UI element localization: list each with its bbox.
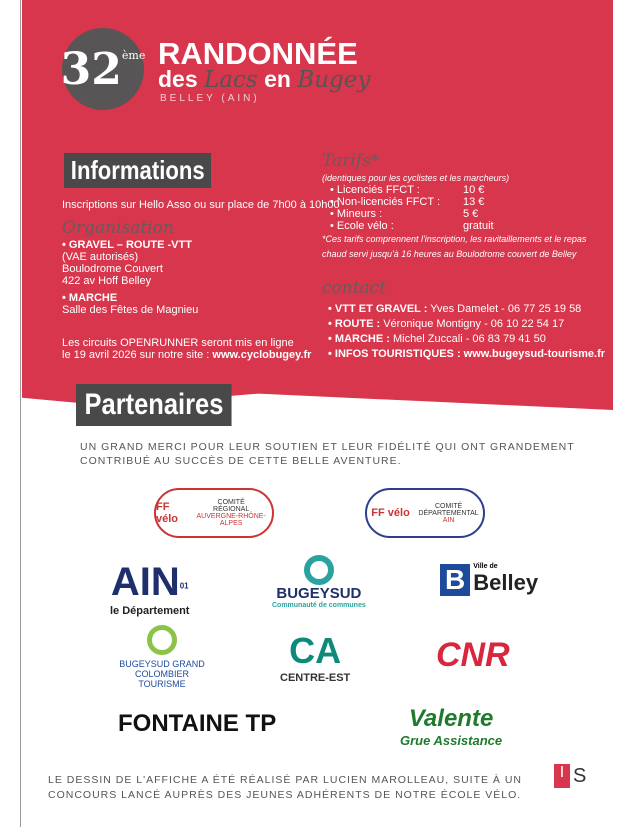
site-link[interactable]: www.cyclobugey.fr [212, 349, 312, 361]
tarif-row: • Ecole vélo : gratuit [330, 220, 494, 232]
contact-heading: contact [322, 278, 387, 298]
partenaires-heading: Partenaires [76, 384, 232, 426]
tarif-row: • Non-licenciés FFCT : 13 € [330, 196, 485, 208]
edition-badge: 32 $^{ème}$ [62, 28, 144, 110]
logo-comite-regional: FF vélo COMITÉ RÉGIONAL AUVERGNE-RHÔNE-ALPES [154, 488, 274, 538]
logo-tourisme: BUGEYSUD GRAND COLOMBIER TOURISME [112, 625, 212, 689]
organisation-block: • GRAVEL – ROUTE -VTT (VAE autorisés) Boulodrome Couvert 422 av Hoff Belley • MARCHE Salle des Fêtes de Magnieu [62, 239, 199, 316]
logo-ain: AIN$^{01}$ le Département [110, 560, 190, 617]
logo-fontaine-tp: FONTAINE TP [118, 710, 277, 737]
tarifs-heading: Tarifs* [322, 151, 380, 171]
contact-item: • VTT ET GRAVEL : Yves Damelet - 06 77 25 19 58 [328, 303, 582, 315]
contact-item: • INFOS TOURISTIQUES : www.bugeysud-tourisme.fr [328, 348, 606, 360]
logo-credit-agricole: CA CENTRE-EST [280, 630, 351, 684]
logo-belley: B Ville de Belley [440, 563, 538, 596]
thanks-text: UN GRAND MERCI POUR LEUR SOUTIEN ET LEUR FIDÉLITÉ QUI ONT GRANDEMENT CONTRIBUÉ AU SUCCÈS DE CETTE BELLE AVENTURE. [80, 441, 575, 467]
title: RANDONNÉE [158, 36, 358, 71]
tarif-row: • Licenciés FFCT : 10 € [330, 184, 485, 196]
logo-cnr: CNR [436, 636, 510, 674]
page-edge [20, 0, 21, 827]
contact-item: • MARCHE : Michel Zuccali - 06 83 79 41 50 [328, 333, 546, 345]
tarifs-block: (identiques pour les cyclistes et les marcheurs) • Licenciés FFCT : 10 € • Non-licenciés FFCT : 13 € • Mineurs : 5 € • Ecole vélo : gratuit *Ces tarifs comprennent l'inscription, les ravitaillements et le repas chaud servi jusqu'à 16 heures au Boulodrome couvert de Belley [322, 172, 592, 262]
logo-bugeysud: BUGEYSUD Communauté de communes [272, 555, 366, 609]
informations-heading: Informations [64, 153, 211, 188]
contact-item: • ROUTE : Véronique Montigny - 06 10 22 54 17 [328, 318, 565, 330]
inscriptions: Inscriptions sur Hello Asso ou sur place de 7h00 à 10h00 [62, 199, 340, 211]
contact-list [328, 302, 605, 362]
tarif-row: • Mineurs : 5 € [330, 208, 479, 220]
circuits-info: Les circuits OPENRUNNER seront mis en ligne le 19 avril 2026 sur notre site : www.cyclobugey.fr [62, 337, 312, 361]
footer-credit: LE DESSIN DE L'AFFICHE A ÉTÉ RÉALISÉ PAR LUCIEN MAROLLEAU, SUITE À UN CONCOURS LANCÉ AUPRÈS DES JEUNES ADHÉRENTS DE NOTRE ÉCOLE VÉLO. [48, 774, 523, 801]
subtitle: des Lacs en Bugey [158, 66, 371, 93]
logo-valente: Valente Grue Assistance [400, 705, 503, 748]
organisation-heading: Organisation [62, 218, 174, 238]
printer-logo: I S [554, 764, 586, 788]
location: BELLEY (AIN) [160, 93, 260, 104]
logo-comite-departemental: FF vélo COMITÉ DÉPARTEMENTAL AIN [365, 488, 485, 538]
